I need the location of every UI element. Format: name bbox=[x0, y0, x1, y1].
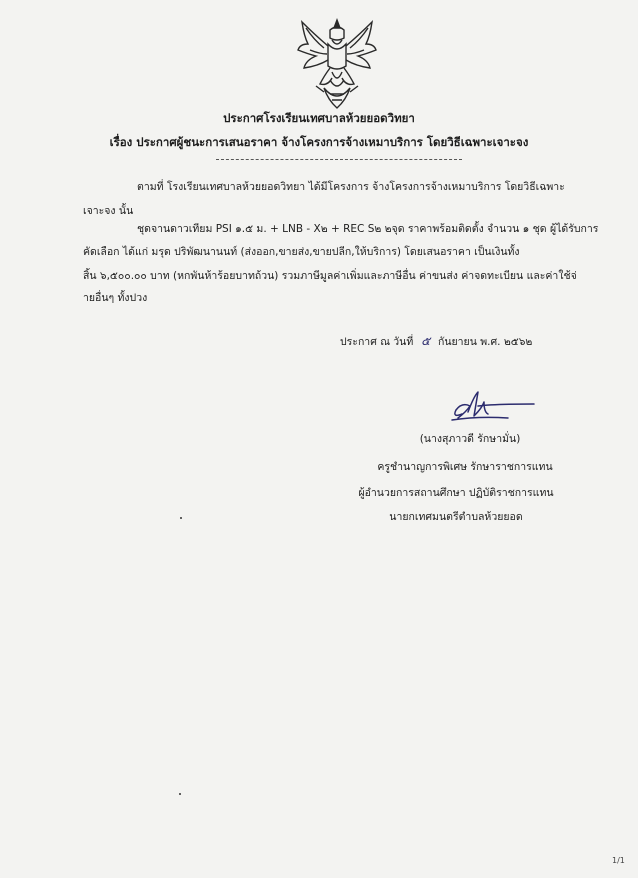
date-suffix: กันยายน พ.ศ. ๒๕๖๒ bbox=[437, 336, 533, 348]
date-day-handwritten: ๕ bbox=[421, 334, 431, 348]
handwritten-signature bbox=[448, 388, 536, 422]
signatory-name: (นางสุภาวดี รักษามั่น) bbox=[419, 433, 521, 445]
scan-speck bbox=[180, 517, 182, 519]
scan-speck bbox=[179, 793, 181, 795]
date-prefix: ประกาศ ณ วันที่ bbox=[340, 336, 414, 348]
paragraph-2-line-3: สิ้น ๖,๕๐๐.๐๐ บาท (หกพันห้าร้อยบาทถ้วน) รวมภาษีมูลค่าเพิ่มและภาษีอื่น ค่าขนส่ง ค่าจดทะเบียน และค่าใช้จ่ bbox=[83, 270, 577, 282]
paragraph-2-line-4: ายอื่นๆ ทั้งปวง bbox=[83, 292, 148, 304]
signatory-position-2: ผู้อำนวยการสถานศึกษา ปฏิบัติราชการแทน bbox=[358, 487, 554, 499]
paragraph-2-line-1: ชุดจานดาวเทียม PSI ๑.๕ ม. + LNB - X๒ + REC S๒ ๒จุด ราคาพร้อมติดตั้ง จำนวน ๑ ชุด ผู้ได้รับการ bbox=[137, 223, 599, 235]
signatory-position-3: นายกเทศมนตรีตำบลห้วยยอด bbox=[389, 511, 523, 523]
paragraph-1-line-1: ตามที่ โรงเรียนเทศบาลห้วยยอดวิทยา ได้มีโครงการ จ้างโครงการจ้างเหมาบริการ โดยวิธีเฉพาะ bbox=[137, 181, 565, 193]
garuda-emblem-icon bbox=[294, 14, 380, 114]
signatory-position-1: ครูชำนาญการพิเศษ รักษาราชการแทน bbox=[377, 461, 553, 473]
title-divider bbox=[216, 159, 462, 160]
paragraph-1-line-2: เจาะจง นั้น bbox=[83, 205, 134, 217]
announcement-subject: เรื่อง ประกาศผู้ชนะการเสนอราคา จ้างโครงการจ้างเหมาบริการ โดยวิธีเฉพาะเจาะจง bbox=[109, 135, 529, 149]
paragraph-2-line-2: คัดเลือก ได้แก่ มรุด ปริพัฒนานนท์ (ส่งออก,ขายส่ง,ขายปลีก,ให้บริการ) โดยเสนอราคา เป็นเงินทั้ง bbox=[83, 246, 520, 258]
announcement-title: ประกาศโรงเรียนเทศบาลห้วยยอดวิทยา bbox=[223, 111, 415, 125]
page-number: 1/1 bbox=[612, 856, 625, 865]
announcement-date bbox=[340, 334, 532, 349]
